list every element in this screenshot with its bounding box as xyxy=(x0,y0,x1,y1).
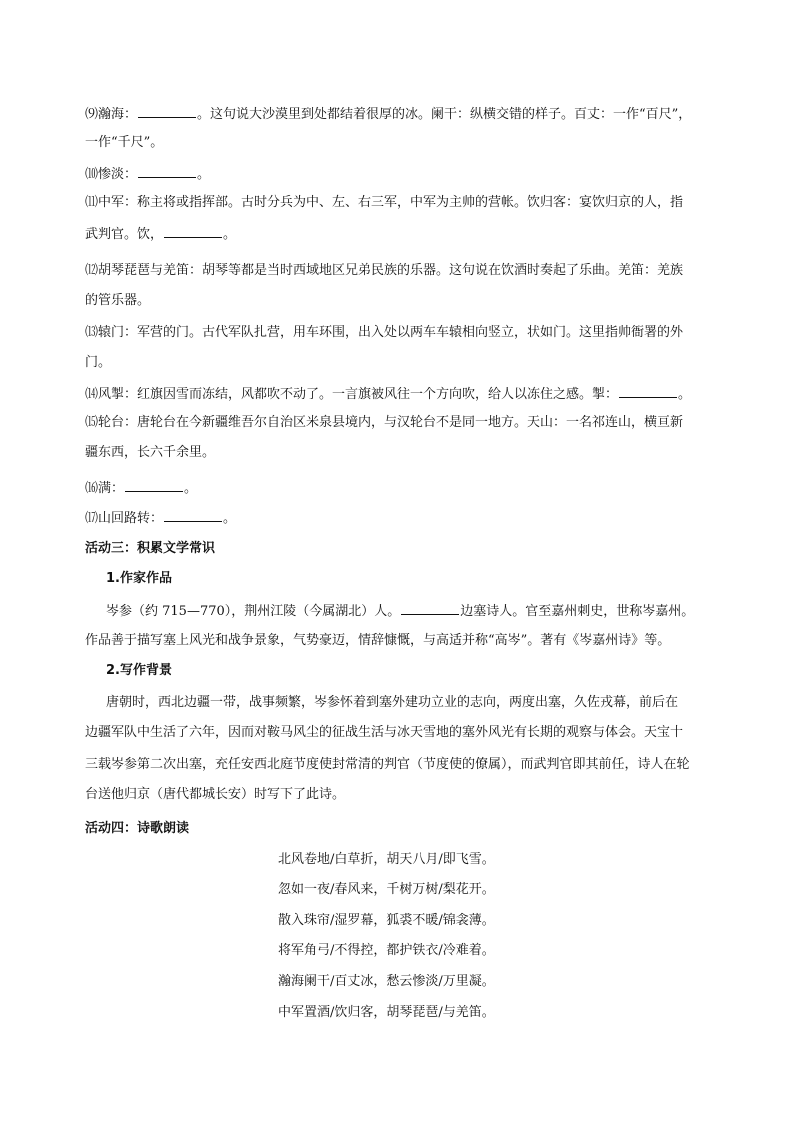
fill-blank[interactable] xyxy=(401,601,459,615)
note-14-end: 。 xyxy=(678,387,692,402)
background-line2: 边疆军队中生活了六年，因而对鞍马风尘的征战生活与冰天雪地的塞外风光有长期的观察与体会。天宝十 xyxy=(85,725,684,740)
activity3-sub2: 2.写作背景 xyxy=(106,663,172,678)
fill-blank[interactable] xyxy=(619,384,677,398)
poem-line: 瀚海阑干/百丈冰，愁云惨淡/万里凝。 xyxy=(278,974,495,989)
note-12-cont: 的管乐器。 xyxy=(85,293,151,308)
note-9 xyxy=(85,104,725,124)
note-10-end: 。 xyxy=(197,167,211,182)
note-15: ⒂轮台：唐轮台在今新疆维吾尔自治区米泉县境内，与汉轮台不是同一地方。天山：一名祁连山，横亘新 xyxy=(85,415,684,430)
note-9-text: 。这句说大沙漠里到处都结着很厚的冰。阑干：纵横交错的样子。百丈：一作“百尺”， xyxy=(197,107,692,122)
fill-blank[interactable] xyxy=(138,104,196,118)
background-line4: 台送他归京（唐代都城长安）时写下了此诗。 xyxy=(85,787,346,802)
poem-line: 中军置酒/饮归客，胡琴琵琶/与羌笛。 xyxy=(278,1005,495,1020)
poem-line: 散入珠帘/湿罗幕，狐裘不暖/锦衾薄。 xyxy=(278,913,495,928)
note-16-label: ⒃满： xyxy=(85,481,125,496)
fill-blank[interactable] xyxy=(125,478,183,492)
poem-line: 忽如一夜/春风来，千树万树/梨花开。 xyxy=(278,882,495,897)
note-10-label: ⑽惨淡： xyxy=(85,167,138,182)
note-13-cont: 门。 xyxy=(85,355,112,370)
note-16 xyxy=(85,478,725,498)
note-14-text: ⒁风掣：红旗因雪而冻结，风都吹不动了。一言旗被风往一个方向吹，给人以冻住之感。掣： xyxy=(85,387,619,402)
note-13: ⒀辕门：军营的门。古代军队扎营，用车环围，出入处以两车车辕相向竖立，状如门。这里指帅衙署的外 xyxy=(85,325,684,340)
note-14 xyxy=(85,384,725,404)
author-text-cont: 边塞诗人。官至嘉州刺史，世称岑嘉州。 xyxy=(460,604,695,619)
note-17 xyxy=(85,508,725,528)
note-12: ⑿胡琴琵琶与羌笛：胡琴等都是当时西域地区兄弟民族的乐器。这句说在饮酒时奏起了乐曲。羌笛：羌族 xyxy=(85,263,684,278)
note-16-end: 。 xyxy=(184,481,198,496)
author-para-line1 xyxy=(106,601,746,621)
activity4-title: 活动四：诗歌朗读 xyxy=(85,821,190,836)
note-11-text: 武判官。饮， xyxy=(85,227,164,242)
note-11-cont xyxy=(85,224,725,244)
activity3-title: 活动三：积累文学常识 xyxy=(85,541,216,556)
author-para-line2: 作品善于描写塞上风光和战争景象，气势豪迈，情辞慷慨，与高适并称“高岑”。著有《岑嘉州诗》等。 xyxy=(85,633,671,648)
poem-line: 将军角弓/不得控，都护铁衣/冷难着。 xyxy=(278,943,495,958)
background-line1: 唐朝时，西北边疆一带，战事频繁，岑参怀着到塞外建功立业的志向，两度出塞，久佐戎幕，前后在 xyxy=(106,695,679,710)
note-17-end: 。 xyxy=(223,511,237,526)
background-line3: 三载岑参第二次出塞，充任安西北庭节度使封常清的判官（节度使的僚属），而武判官即其前任，诗人在轮 xyxy=(85,757,690,772)
note-15-cont: 疆东西，长六千余里。 xyxy=(85,445,216,460)
note-11: ⑾中军：称主将或指挥部。古时分兵为中、左、右三军，中军为主帅的营帐。饮归客：宴饮归京的人，指 xyxy=(85,195,684,210)
note-9-label: ⑼瀚海： xyxy=(85,107,138,122)
author-text: 岑参（约 715—770），荆州江陵（今属湖北）人。 xyxy=(106,604,401,619)
fill-blank[interactable] xyxy=(164,224,222,238)
note-11-end: 。 xyxy=(223,227,237,242)
activity3-sub1: 1.作家作品 xyxy=(106,571,172,586)
note-9-cont: 一作“千尺”。 xyxy=(85,135,164,150)
fill-blank[interactable] xyxy=(164,508,222,522)
fill-blank[interactable] xyxy=(138,164,196,178)
note-17-label: ⒄山回路转： xyxy=(85,511,164,526)
poem-line: 北风卷地/白草折，胡天八月/即飞雪。 xyxy=(278,852,495,867)
note-10 xyxy=(85,164,725,184)
